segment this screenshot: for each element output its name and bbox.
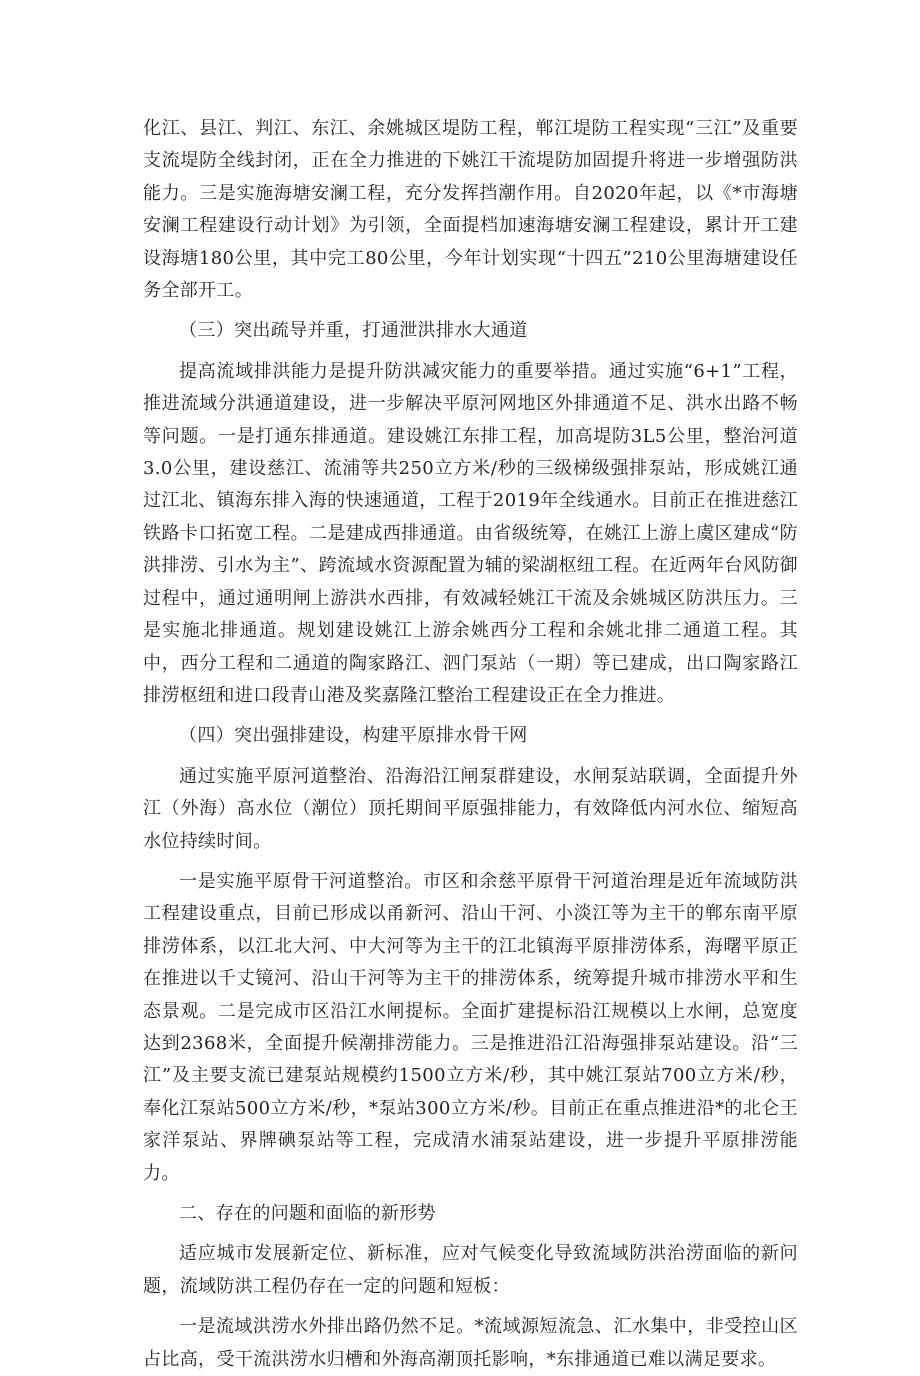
- paragraph-river-regulation: 一是实施平原骨干河道整治。市区和余慈平原骨干河道治理是近年流域防洪工程建设重点，目前已形成以甬新河、沿山干河、小淡江等为主干的郸东南平原排涝体系，以江北大河、中大河等为主干的江北镇海平原排涝体系，海曙平原正在推进以千丈镜河、沿山干河等为主干的排涝体系，统筹提升城市排涝水平和生态景观。二是完成市区沿江水闸提标。全面扩建提标沿江规模以上水闸，总宽度达到2368米，全面提升候潮排涝能力。三是推进沿江沿海强排泵站建设。沿“三江”及主要支流已建泵站规模约1500立方米/秒，其中姚江泵站700立方米/秒，奉化江泵站500立方米/秒，*泵站300立方米/秒。目前正在重点推进沿*的北仑王家洋泵站、界牌碘泵站等工程，完成清水浦泵站建设，进一步提升平原排涝能力。: [143, 870, 798, 1184]
- section-heading-4: （四）突出强排建设，构建平原排水骨干网: [179, 725, 528, 747]
- paragraph-problem-one: 一是流域洪涝水外排出路仍然不足。*流域源短流急、汇水集中，非受控山区占比高，受干流洪涝水归槽和外海高潮顶托影响，*东排通道已难以满足要求。: [143, 1316, 798, 1370]
- section-heading-3: （三）突出疏导并重，打通泄洪排水大通道: [179, 320, 528, 342]
- paragraph-drainage-channels: 提高流域排洪能力是提升防洪减灾能力的重要举措。通过实施“6+1”工程，推进流域分洪通道建设，进一步解决平原河网地区外排通道不足、洪水出路不畅等问题。一是打通东排通道。建设姚江东排工程，加高堤防3L5公里，整治河道3.0公里，建设慈江、流浦等共250立方米/秒的三级梯级强排泵站，形成姚江通过江北、镇海东排入海的快速通道，工程于2019年全线通水。目前正在推进慈江铁路卡口拓宽工程。二是建成西排通道。由省级统筹，在姚江上游上虞区建成“防洪排涝、引水为主”、跨流域水资源配置为辅的梁湖枢纽工程。在近两年台风防御过程中，通过通明闸上游洪水西排，有效减轻姚江干流及余姚城区防洪压力。三是实施北排通道。规划建设姚江上游余姚西分工程和余姚北排二通道工程。其中，西分工程和二通道的陶家路江、泗门泵站（一期）等已建成，出口陶家路江排涝枢纽和进口段青山港及奖嘉隆江整治工程建设正在全力推进。: [143, 360, 798, 706]
- paragraph-continued: 化江、县江、判江、东江、余姚城区堤防工程，郸江堤防工程实现“三江”及重要支流堤防全线封闭，正在全力推进的下姚江干流堤防加固提升将进一步增强防洪能力。三是实施海塘安澜工程，充分发挥挡潮作用。自2020年起，以《*市海塘安澜工程建设行动计划》为引领，全面提档加速海塘安澜工程建设，累计开工建设海塘180公里，其中完工80公里，今年计划实现“十四五”210公里海塘建设任务全部开工。: [143, 118, 798, 302]
- paragraph-plain-drainage-intro: 通过实施平原河道整治、沿海沿江闸泵群建设，水闸泵站联调，全面提升外江（外海）高水位（潮位）顶托期间平原强排能力，有效降低内河水位、缩短高水位持续时间。: [143, 765, 798, 852]
- paragraph-problems-intro: 适应城市发展新定位、新标准，应对气候变化导致流域防洪治涝面临的新问题，流域防洪工程仍存在一定的问题和短板：: [143, 1243, 798, 1297]
- document-body: [143, 113, 798, 1376]
- section-heading-problems: 二、存在的问题和面临的新形势: [179, 1203, 436, 1224]
